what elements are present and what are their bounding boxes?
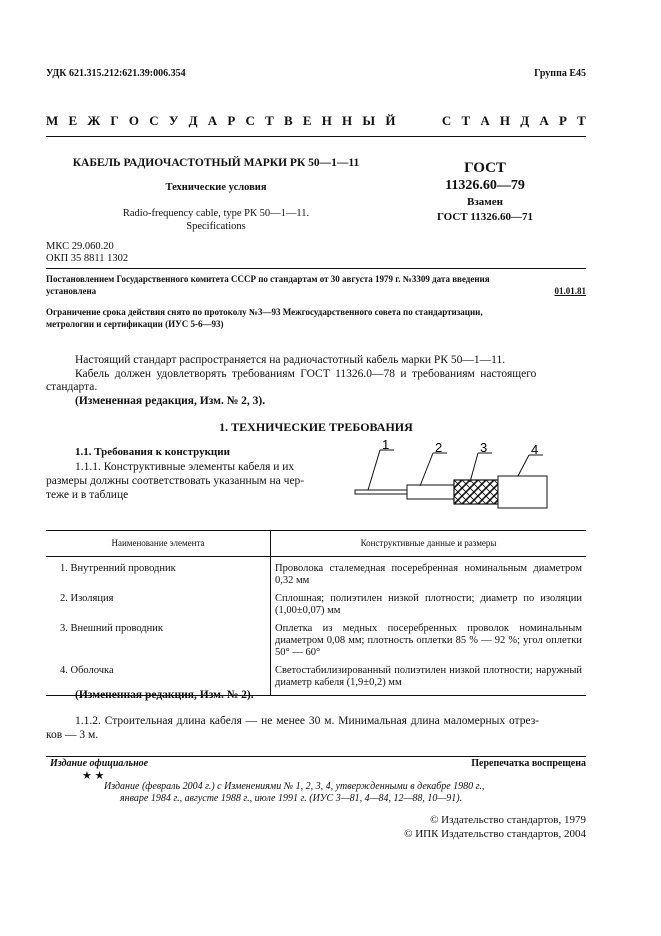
outer-conductor-braid-shape (454, 480, 498, 504)
decree-text: Постановлением Государственного комитета СССР по стандартам от 30 августа 1979 г. №3309 дата введения (46, 274, 490, 284)
banner-letter: С (245, 113, 255, 128)
edition-note: Издание (февраль 2004 г.) с Изменениями № 1, 2, 3, 4, утвержденными в декабре 1980 г., (104, 781, 485, 792)
element-data: Оплетка из медных посеребренных проволок номинальным диаметром 0,08 мм; плотность оплетки 85 % — 92 %; угол оплетки 50° — 60° (275, 623, 582, 658)
leader-1-diag (368, 450, 380, 490)
banner-letter: Н (342, 113, 353, 128)
banner-letter: Ж (87, 113, 101, 128)
banner-gap (406, 113, 432, 129)
banner-letter: Ы (362, 113, 376, 128)
element-name: 4. Оболочка (46, 659, 271, 696)
banner-letter: Н (499, 113, 511, 128)
element-data: Светостабилизированный полиэтилен низкой плотности; наружный диаметр кабеля (1,9±0,2) мм (271, 659, 587, 696)
banner-letter: Р (559, 113, 567, 128)
inner-conductor-shape (355, 490, 407, 494)
banner-letter: М (46, 113, 59, 128)
stars: ★ ★ (82, 770, 105, 782)
clause-1-1-1: 1.1.1. Конструктивные элементы кабеля и их (75, 461, 295, 473)
udk-code: УДК 621.315.212:621.39:006.354 (46, 68, 186, 79)
banner-letter: Р (227, 113, 236, 128)
decree-text-cont: установлена (46, 286, 97, 296)
mks-code: МКС 29.060.20 (46, 241, 114, 252)
leader-3-diag (470, 453, 478, 482)
official-edition: Издание официальное (50, 758, 149, 769)
column-header-element: Наименование элемента (46, 531, 271, 557)
banner-letter: Е (68, 113, 78, 128)
top-rule (46, 136, 586, 137)
scope-paragraph: Настоящий стандарт распространяется на радиочастотный кабель марки РК 50—1—11. (75, 354, 506, 366)
callout-4: 4 (531, 442, 539, 457)
amendment-note-2: (Измененная редакция, Изм. № 2). (75, 689, 254, 701)
banner-letter: А (207, 113, 218, 128)
reprint-prohibited: Перепечатка воспрещена (471, 758, 586, 769)
replaces-label: Взамен (467, 196, 503, 208)
banner-letter: А (480, 113, 490, 128)
copyright-2004: © ИПК Издательство стандартов, 2004 (404, 828, 586, 840)
footer-rule (46, 756, 586, 757)
codes-rule (46, 268, 586, 269)
standard-title: КАБЕЛЬ РАДИОЧАСТОТНЫЙ МАРКИ РК 50—1—11 (72, 157, 360, 169)
construction-table (46, 530, 586, 696)
clause-1-1-2-cont: ков — 3 м. (46, 729, 99, 741)
callout-3: 3 (480, 440, 488, 455)
effective-date: 01.01.81 (554, 286, 586, 296)
requirements-paragraph: Кабель должен удовлетворять требованиям ГОСТ 11326.0—78 и требованиям настоящего (75, 368, 537, 380)
replaced-standard: ГОСТ 11326.60—71 (436, 211, 534, 223)
table-row (46, 617, 586, 659)
gost-label: ГОСТ (464, 160, 506, 176)
jacket-shape (498, 476, 547, 508)
clause-1-1-1-cont: размеры должны соответствовать указанным на чер- (46, 475, 305, 487)
banner-letter: О (128, 113, 140, 128)
table-row (46, 557, 586, 588)
standard-subtitle: Технические условия (165, 182, 267, 193)
banner-letter: Т (265, 113, 274, 128)
limit-removed-text-cont: метрологии и сертификации (ИУС 5-6—93) (46, 319, 224, 329)
column-header-data: Конструктивные данные и размеры (271, 531, 587, 557)
insulation-shape (407, 485, 454, 499)
english-subtitle: Specifications (186, 221, 246, 232)
banner-letter: Й (385, 113, 396, 128)
english-title: Radio-frequency cable, type РК 50—1—11. (122, 208, 310, 219)
cable-construction-drawing (350, 440, 590, 515)
clause-1-1-2: 1.1.2. Строительная длина кабеля — не менее 30 м. Минимальная длина маломерных отрез- (75, 715, 540, 727)
element-data: Проволока сталемедная посеребренная номинальным диаметром 0,32 мм (275, 563, 582, 586)
requirements-paragraph-cont: стандарта. (46, 381, 98, 393)
banner-letter: Г (110, 113, 119, 128)
banner-letter: Н (321, 113, 332, 128)
banner-letter: С (149, 113, 159, 128)
banner-letter: С (441, 113, 452, 128)
amendment-note: (Измененная редакция, Изм. № 2, 3). (75, 395, 266, 407)
edition-note-cont: январе 1984 г., августе 1988 г., июле 1991 г. (ИУС 3—81, 4—84, 12—88, 10—91). (120, 793, 463, 804)
banner-letter: А (539, 113, 549, 128)
element-name: 2. Изоляция (46, 587, 271, 617)
callout-2: 2 (435, 440, 443, 455)
banner-letter: У (168, 113, 179, 128)
section-heading: 1. ТЕХНИЧЕСКИЕ ТРЕБОВАНИЯ (219, 420, 413, 434)
table-row (46, 587, 586, 617)
clause-1-1-1-cont2: теже и в таблице (46, 489, 129, 501)
banner-letter: Д (188, 113, 198, 128)
element-data: Сплошная; полиэтилен низкой плотности; диаметр по изоляции (1,00±0,07) мм (275, 593, 582, 616)
okp-code: ОКП 35 8811 1302 (46, 253, 129, 264)
table-header-row (46, 531, 586, 557)
subsection-heading: 1.1. Требования к конструкции (75, 446, 230, 458)
gost-number: 11326.60—79 (445, 178, 525, 193)
banner-letter: Д (520, 113, 530, 128)
group-code: Группа Е45 (534, 68, 586, 79)
element-name: 1. Внутренний проводник (46, 557, 271, 588)
leader-2-diag (420, 453, 433, 486)
banner-letter: Е (302, 113, 312, 128)
copyright-1979: © Издательство стандартов, 1979 (430, 814, 586, 826)
banner-letter: Т (461, 113, 471, 128)
leader-4-diag (518, 455, 529, 476)
interstate-standard-banner (46, 113, 586, 129)
banner-letter: В (283, 113, 293, 128)
banner-letter: Т (577, 113, 586, 128)
callout-1: 1 (382, 440, 390, 452)
limit-removed-text: Ограничение срока действия снято по протоколу №3—93 Межгосударственного совета по стандартизации, (46, 307, 483, 317)
element-name: 3. Внешний проводник (46, 617, 271, 659)
